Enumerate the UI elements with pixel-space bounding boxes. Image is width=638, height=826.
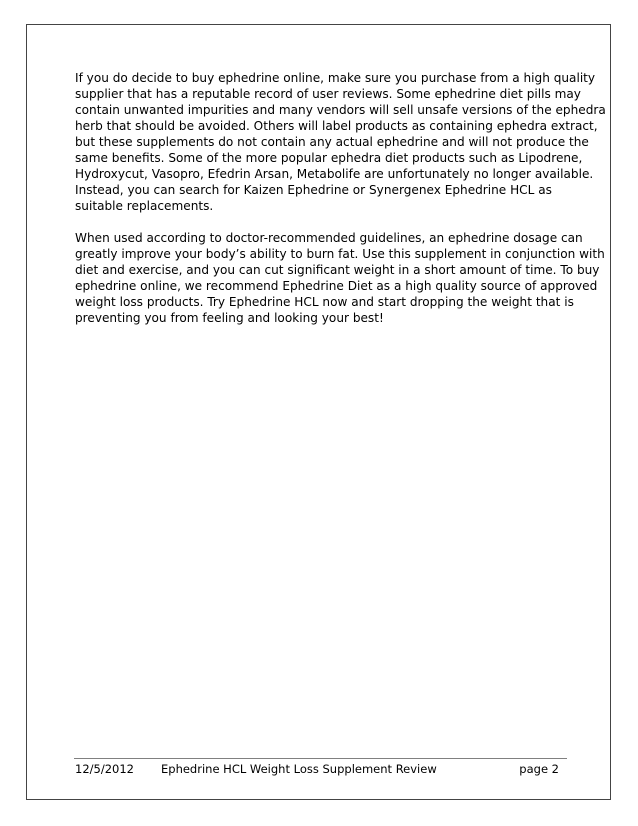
paragraph-line: diet and exercise, and you can cut significant weight in a short amount of time. To buy [75,263,600,277]
paragraph-line: ephedrine online, we recommend Ephedrine Diet as a high quality source of approved [75,279,598,293]
paragraph-line: weight loss products. Try Ephedrine HCL now and start dropping the weight that is [75,295,574,309]
paragraph-line: contain unwanted impurities and many vendors will sell unsafe versions of the ephedra [75,103,606,117]
paragraph-1 [75,70,606,214]
paragraph-line: herb that should be avoided. Others will label products as containing ephedra extract, [75,119,598,133]
footer-title: Ephedrine HCL Weight Loss Supplement Review [161,762,437,776]
paragraph-line: Instead, you can search for Kaizen Ephedrine or Synergenex Ephedrine HCL as [75,183,552,197]
footer-divider [74,758,567,759]
page-footer [75,761,567,777]
paragraph-line: supplier that has a reputable record of user reviews. Some ephedrine diet pills may [75,87,581,101]
paragraph-line: same benefits. Some of the more popular ephedra diet products such as Lipodrene, [75,151,583,165]
paragraph-line: When used according to doctor-recommended guidelines, an ephedrine dosage can [75,231,583,245]
paragraph-line: suitable replacements. [75,199,214,213]
document-body [75,70,606,342]
paragraph-2 [75,230,605,326]
paragraph-line: greatly improve your body’s ability to burn fat. Use this supplement in conjunction with [75,247,605,261]
paragraph-line: but these supplements do not contain any actual ephedrine and will not produce the [75,135,589,149]
paragraph-line: Hydroxycut, Vasopro, Efedrin Arsan, Metabolife are unfortunately no longer available. [75,167,594,181]
paragraph-line: preventing you from feeling and looking your best! [75,311,384,325]
paragraph-line: If you do decide to buy ephedrine online, make sure you purchase from a high quality [75,71,596,85]
footer-page-number: page 2 [519,762,559,776]
footer-date: 12/5/2012 [75,762,134,776]
